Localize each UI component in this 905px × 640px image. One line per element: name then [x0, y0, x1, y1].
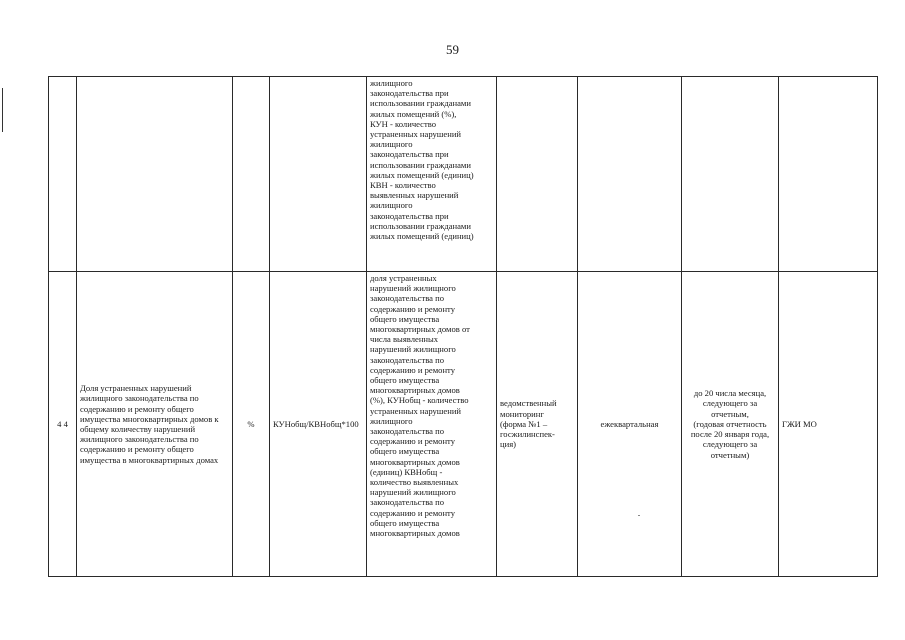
cell-unit: % — [233, 272, 270, 577]
indicators-table — [48, 76, 878, 577]
page-number: 59 — [446, 42, 459, 57]
cell-indicator: Доля устраненных нарушений жилищного законодательства по содержанию и ремонту общего имущества многоквартирных домов к общему количеству нарушений жилищного законодательства по содержанию и ремонту общего имущества в многоквартирных домах — [77, 272, 233, 577]
cell-unit — [233, 77, 270, 272]
cell-description: жилищного законодательства при использовании гражданами жилых помещений (%), КУН - количество устраненных нарушений жилищного законодательства при использовании гражданами жилых помещений (единиц) КВН - количество выявленных нарушений жилищного законодательства при использовании гражданами жилых помещений (единиц) — [367, 77, 497, 272]
cell-formula: КУНобщ/КВНобщ*100 — [270, 272, 367, 577]
cell-deadline — [682, 77, 779, 272]
cell-responsible — [779, 77, 878, 272]
cell-periodicity — [578, 77, 682, 272]
cell-periodicity: ежеквартальная — [578, 272, 682, 577]
cell-source — [497, 77, 578, 272]
cell-description: доля устраненных нарушений жилищного законодательства по содержанию и ремонту общего имущества многоквартирных домов от числа выявленных нарушений жилищного законодательства по содержанию и ремонту общего имущества многоквартирных домов (%), КУНобщ - количество устраненных нарушений жилищного законодательства по содержанию и ремонту общего имущества многоквартирных домов (единиц) КВНобщ - количество выявленных нарушений жилищного законодательства по содержанию и ремонту общего имущества многоквартирных домов — [367, 272, 497, 577]
table-row — [49, 77, 878, 272]
scan-speck — [638, 515, 640, 516]
table-row — [49, 272, 878, 577]
cell-indicator — [77, 77, 233, 272]
cell-formula — [270, 77, 367, 272]
scan-margin-mark — [2, 88, 3, 132]
cell-responsible: ГЖИ МО — [779, 272, 878, 577]
cell-deadline: до 20 числа месяца, следующего за отчетным, (годовая отчетность после 20 января года, следующего за отчетным) — [682, 272, 779, 577]
cell-source: ведомственный мониторинг (форма №1 – госжилинспек- ция) — [497, 272, 578, 577]
cell-number — [49, 77, 77, 272]
cell-number: 4 4 — [49, 272, 77, 577]
